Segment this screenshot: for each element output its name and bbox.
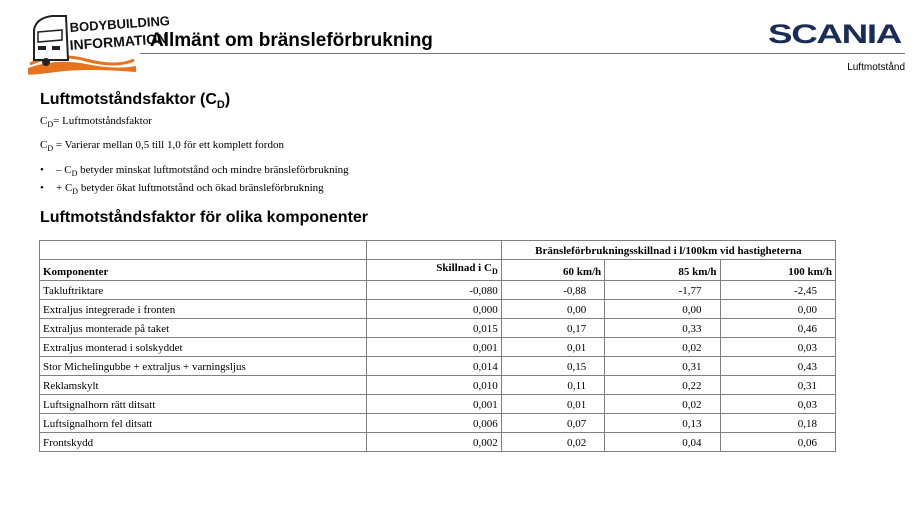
value-85-cell: 0,31	[605, 357, 720, 376]
cd-diff-cell: 0,002	[366, 433, 501, 452]
cd-diff-cell: -0,080	[366, 281, 501, 300]
def2-post: = Varierar mellan 0,5 till 1,0 för ett komplett fordon	[53, 139, 284, 151]
empty-header-cell	[40, 241, 367, 260]
bullet-post: betyder ökat luftmotstånd och ökad bränsleförbrukning	[78, 182, 324, 194]
scania-wordmark-icon	[768, 19, 903, 47]
svg-text:BODYBUILDING: BODYBUILDING	[69, 13, 171, 35]
cd-diff-cell: 0,001	[366, 338, 501, 357]
table-row	[40, 433, 836, 452]
value-100-cell: -2,45	[720, 281, 835, 300]
component-name-cell: Reklamskylt	[40, 376, 367, 395]
value-60-cell: 0,02	[501, 433, 604, 452]
table-header-row	[40, 260, 836, 281]
value-60-cell: 0,01	[501, 395, 604, 414]
def2-sub: D	[47, 144, 54, 154]
col-100-header: 100 km/h	[720, 260, 835, 281]
table-row	[40, 300, 836, 319]
table-row	[40, 357, 836, 376]
def1-sub: D	[47, 120, 54, 130]
cd-definition	[40, 115, 152, 129]
value-100-cell: 0,03	[720, 338, 835, 357]
bullet-sub: D	[71, 169, 78, 179]
page-title: Allmänt om bränsleförbrukning	[150, 30, 433, 51]
bullet-item	[40, 182, 324, 196]
table-group-header-row	[40, 241, 836, 260]
value-85-cell: 0,04	[605, 433, 720, 452]
component-name-cell: Extraljus monterad i solskyddet	[40, 338, 367, 357]
col-diff-header	[366, 260, 501, 281]
value-85-cell: -1,77	[605, 281, 720, 300]
value-60-cell: 0,07	[501, 414, 604, 433]
table-row	[40, 376, 836, 395]
bullet-pre: + C	[56, 182, 73, 194]
bullet-item	[40, 164, 349, 178]
col-60-header: 60 km/h	[501, 260, 604, 281]
col-85-header: 85 km/h	[605, 260, 720, 281]
bullet-post: betyder minskat luftmotstånd och mindre bränsleförbrukning	[77, 164, 349, 176]
bullet-dot: •	[40, 182, 44, 194]
cd-heading	[40, 91, 230, 111]
def1-pre: C	[40, 115, 48, 127]
cd-diff-cell: 0,010	[366, 376, 501, 395]
value-85-cell: 0,13	[605, 414, 720, 433]
value-100-cell: 0,46	[720, 319, 835, 338]
scania-logo	[768, 19, 903, 47]
def2-pre: C	[40, 139, 48, 151]
cd-heading-text: Luftmotståndsfaktor (C	[40, 91, 217, 108]
value-100-cell: 0,31	[720, 376, 835, 395]
bullet-pre: – C	[56, 164, 72, 176]
col-diff-sub: D	[491, 267, 498, 277]
table-heading: Luftmotståndsfaktor för olika komponenter	[40, 209, 369, 226]
cd-diff-cell: 0,006	[366, 414, 501, 433]
component-name-cell: Frontskydd	[40, 433, 367, 452]
value-60-cell: 0,15	[501, 357, 604, 376]
cd-diff-cell: 0,000	[366, 300, 501, 319]
bullet-dot: •	[40, 164, 44, 176]
value-100-cell: 0,43	[720, 357, 835, 376]
value-100-cell: 0,03	[720, 395, 835, 414]
value-85-cell: 0,02	[605, 338, 720, 357]
value-60-cell: 0,17	[501, 319, 604, 338]
value-100-cell: 0,00	[720, 300, 835, 319]
cd-diff-cell: 0,014	[366, 357, 501, 376]
col-diff-text: Skillnad i C	[436, 262, 492, 274]
value-85-cell: 0,02	[605, 395, 720, 414]
component-name-cell: Takluftriktare	[40, 281, 367, 300]
empty-header-cell	[366, 241, 501, 260]
component-name-cell: Extraljus monterade på taket	[40, 319, 367, 338]
value-60-cell: 0,00	[501, 300, 604, 319]
value-100-cell: 0,06	[720, 433, 835, 452]
table-row	[40, 281, 836, 300]
svg-text:SCANIA: SCANIA	[768, 19, 902, 49]
value-60-cell: 0,11	[501, 376, 604, 395]
table-row	[40, 319, 836, 338]
cd-heading-sub: D	[216, 99, 225, 112]
cd-diff-cell: 0,015	[366, 319, 501, 338]
component-name-cell: Luftsignalhorn fel ditsatt	[40, 414, 367, 433]
bodybuilding-logo	[26, 8, 171, 74]
component-name-cell: Luftsignalhorn rätt ditsatt	[40, 395, 367, 414]
component-table	[39, 240, 836, 452]
header-divider	[140, 53, 905, 54]
cd-range	[40, 139, 284, 153]
svg-text:INFORMATION: INFORMATION	[69, 30, 168, 53]
value-60-cell: -0,88	[501, 281, 604, 300]
value-60-cell: 0,01	[501, 338, 604, 357]
bullet-sub: D	[72, 187, 79, 197]
col-component-header: Komponenter	[40, 260, 367, 281]
cd-heading-end: )	[224, 91, 231, 108]
cd-diff-cell: 0,001	[366, 395, 501, 414]
table-row	[40, 338, 836, 357]
value-85-cell: 0,33	[605, 319, 720, 338]
section-tag: Luftmotstånd	[847, 62, 905, 73]
component-name-cell: Extraljus integrerade i fronten	[40, 300, 367, 319]
table-row	[40, 395, 836, 414]
value-85-cell: 0,22	[605, 376, 720, 395]
def1-post: = Luftmotståndsfaktor	[53, 115, 152, 127]
value-100-cell: 0,18	[720, 414, 835, 433]
component-name-cell: Stor Michelingubbe + extraljus + varningsljus	[40, 357, 367, 376]
truck-logo-icon	[26, 8, 171, 74]
group-header: Bränsleförbrukningsskillnad i l/100km vid hastigheterna	[501, 241, 835, 260]
table-row	[40, 414, 836, 433]
value-85-cell: 0,00	[605, 300, 720, 319]
